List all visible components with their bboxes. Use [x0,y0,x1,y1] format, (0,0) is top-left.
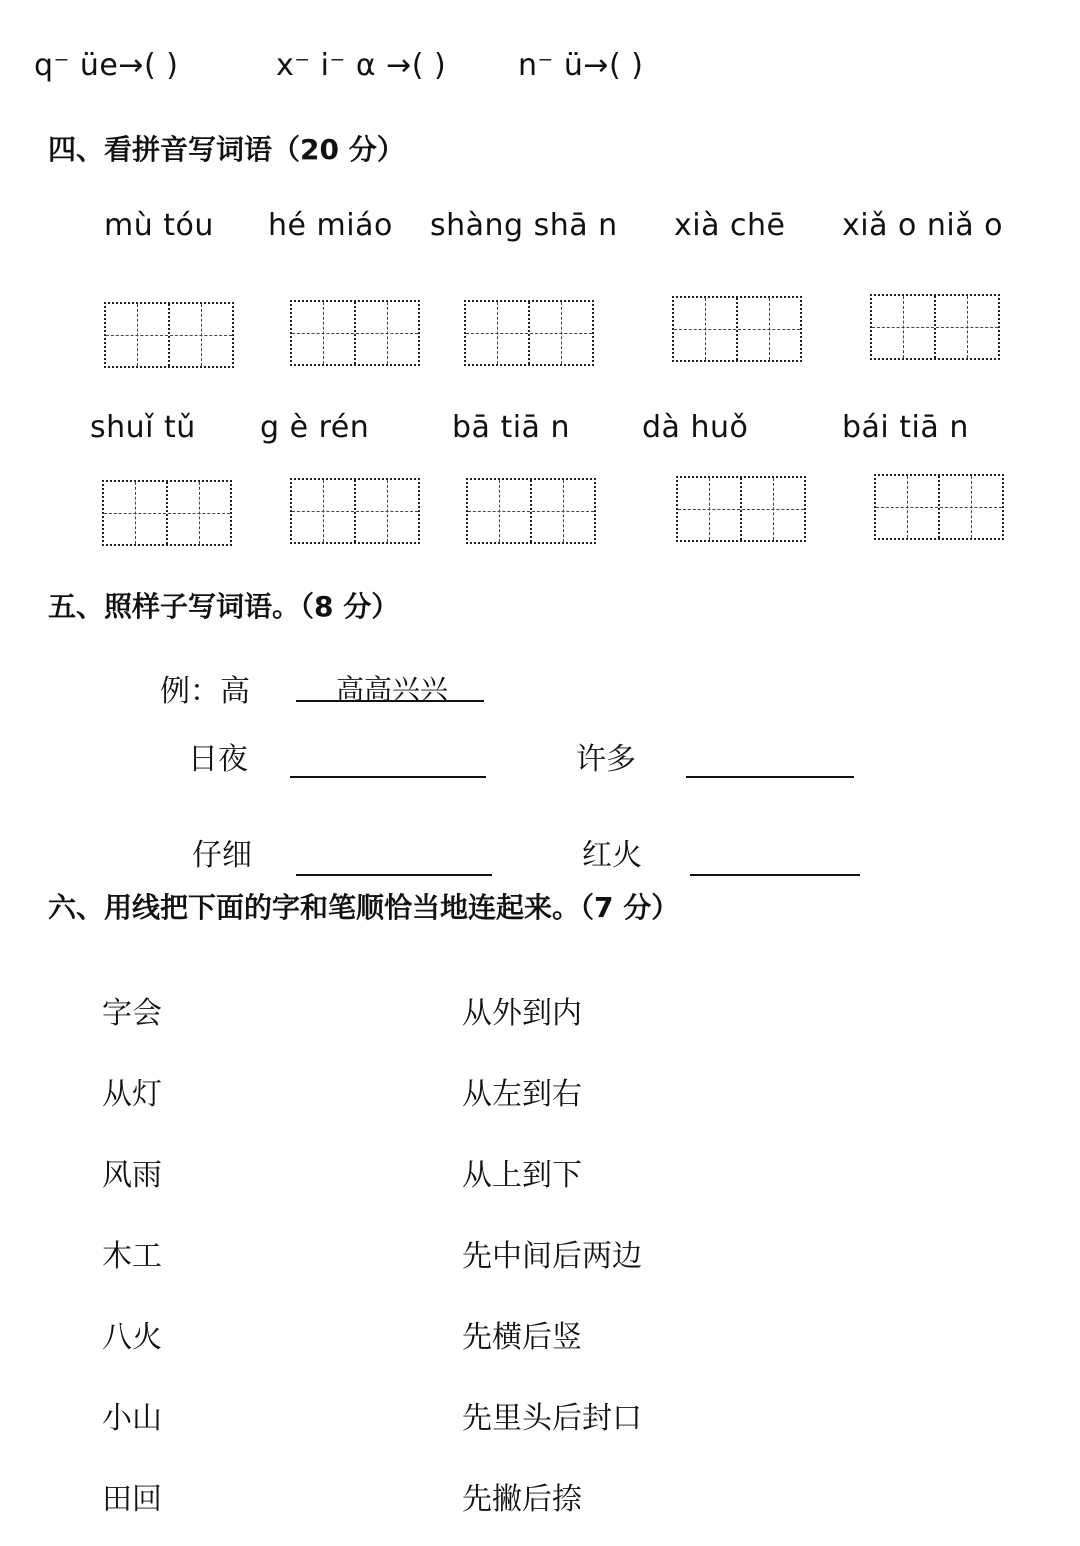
tian-grid[interactable] [464,300,594,366]
pinyin-r2-4: dà huǒ [642,410,749,445]
spell-item-3: n⁻ ü→( ) [518,48,644,83]
tian-grid[interactable] [102,480,232,546]
answer-line-1[interactable] [290,776,486,778]
char-pair-3[interactable]: 风雨 [102,1158,162,1193]
stroke-order-7[interactable]: 先撇后捺 [462,1482,582,1517]
pinyin-r1-4: xià chē [674,208,786,243]
word-prompt-3: 仔细 [192,838,252,873]
pinyin-r2-1: shuǐ tǔ [90,410,196,445]
stroke-order-1[interactable]: 从外到内 [462,996,582,1031]
section4-title: 四、看拼音写词语（20 分） [48,133,405,166]
word-prompt-1: 日夜 [188,742,248,777]
tian-grid[interactable] [290,478,420,544]
pinyin-r1-5: xiǎ o niǎ o [842,208,1004,243]
tian-grid[interactable] [466,478,596,544]
word-prompt-4: 红火 [582,838,642,873]
section6-title: 六、用线把下面的字和笔顺恰当地连起来。（7 分） [48,891,680,924]
answer-line-2[interactable] [686,776,854,778]
char-pair-7[interactable]: 田回 [102,1482,162,1517]
word-prompt-2: 许多 [576,742,636,777]
example-label: 例：高 [160,674,250,709]
tian-grid[interactable] [874,474,1004,540]
stroke-order-6[interactable]: 先里头后封口 [462,1401,642,1436]
example-underline [296,700,484,702]
pinyin-r2-5: bái tiā n [842,410,969,445]
stroke-order-4[interactable]: 先中间后两边 [462,1239,642,1274]
pinyin-r1-3: shàng shā n [430,208,618,243]
stroke-order-2[interactable]: 从左到右 [462,1077,582,1112]
tian-grid[interactable] [676,476,806,542]
pinyin-r2-3: bā tiā n [452,410,570,445]
pinyin-r1-1: mù tóu [104,208,214,243]
char-pair-2[interactable]: 从灯 [102,1077,162,1112]
char-pair-6[interactable]: 小山 [102,1401,162,1436]
tian-grid[interactable] [290,300,420,366]
stroke-order-5[interactable]: 先横后竖 [462,1320,582,1355]
stroke-order-3[interactable]: 从上到下 [462,1158,582,1193]
char-pair-4[interactable]: 木工 [102,1239,162,1274]
pinyin-r2-2: g è rén [260,410,370,445]
spell-item-1: q⁻ üe→( ) [34,48,179,83]
pinyin-r1-2: hé miáo [268,208,393,243]
char-pair-5[interactable]: 八火 [102,1320,162,1355]
tian-grid[interactable] [870,294,1000,360]
section5-title: 五、照样子写词语。（8 分） [48,590,400,623]
spell-item-2: x⁻ i⁻ α →( ) [276,48,447,83]
example-answer: 高高兴兴 [336,673,449,706]
tian-grid[interactable] [104,302,234,368]
answer-line-3[interactable] [296,874,492,876]
answer-line-4[interactable] [690,874,860,876]
tian-grid[interactable] [672,296,802,362]
char-pair-1[interactable]: 字会 [102,996,162,1031]
